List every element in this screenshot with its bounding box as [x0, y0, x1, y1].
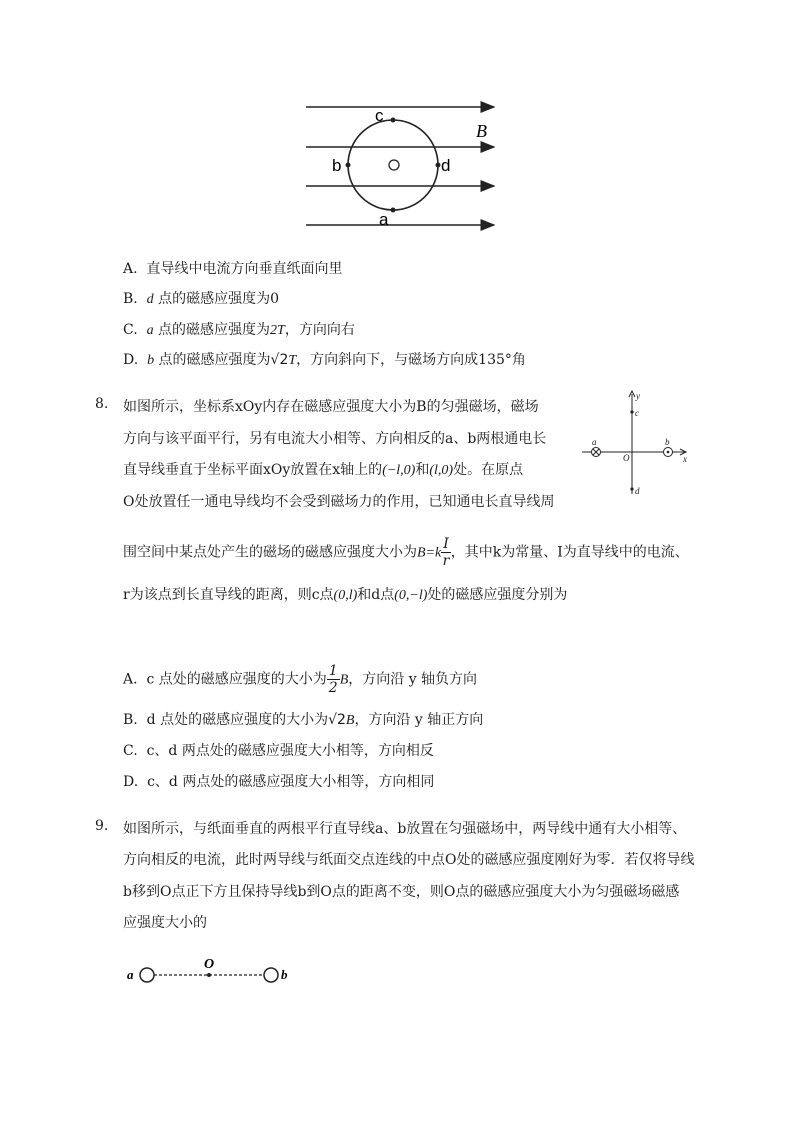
q8-figure — [580, 388, 695, 500]
option-letter: D. — [123, 774, 139, 790]
label-d: d — [441, 156, 451, 175]
wire-b-out-of-page — [664, 448, 673, 457]
point-a — [391, 208, 396, 213]
label-O: O — [623, 453, 630, 463]
option-text: 点的磁感应强度为 — [158, 322, 271, 338]
coordinate: (l,0) — [429, 463, 454, 478]
option-letter: B. — [123, 712, 138, 728]
option-text: c、d 两点处的磁感应强度大小相等，方向相同 — [147, 774, 435, 790]
option-letter: B. — [123, 291, 138, 307]
field-circle — [348, 120, 438, 210]
q7-option-a[interactable] — [123, 258, 342, 278]
unit: T — [288, 353, 297, 368]
point-var: a — [146, 323, 154, 338]
q9-line: 如图所示，与纸面垂直的两根平行直导线a、b放置在匀强磁场中，两导线中通有大小相等、 — [123, 821, 687, 837]
q7-option-c[interactable] — [123, 319, 355, 339]
option-letter: A. — [123, 671, 138, 688]
option-letter: D. — [123, 352, 139, 368]
label-b: b — [281, 967, 288, 982]
q8-line: 如图所示，坐标系xOy内存在磁感应强度大小为B的匀强磁场，磁场 — [123, 399, 539, 415]
fraction: $\frac{I}{r}$ — [442, 536, 450, 569]
wire-center — [389, 160, 399, 170]
option-text: ，方向沿 y 轴正方向 — [354, 712, 484, 728]
wire-b — [264, 968, 278, 982]
q8-line: 方向与该平面平行，另有电流大小相等、方向相反的a、b两根通电长 — [123, 431, 547, 447]
option-letter: A. — [123, 261, 138, 277]
option-text: 直导线中电流方向垂直纸面向里 — [146, 261, 343, 277]
q7-option-b[interactable] — [123, 288, 279, 308]
label-b: b — [665, 437, 670, 447]
coordinate: (0,−l) — [394, 588, 428, 603]
q8-option-b[interactable] — [123, 709, 483, 729]
label-a: a — [379, 210, 389, 229]
q8-option-c[interactable] — [123, 740, 434, 760]
point-c — [630, 410, 633, 413]
q9-line: b移到O点正下方且保持导线b到O点的距离不变，则O点的磁感应强度大小为匀强磁场磁感 — [123, 884, 680, 900]
q8-line: 围空间中某点处产生的磁场的磁感应强度大小为B=k $\frac{I}{r}$ ，其中k为常量、I为直导线中的电流、 — [123, 536, 689, 569]
label-y: y — [636, 391, 640, 401]
question-number: 8. — [95, 396, 109, 412]
label-a: a — [592, 437, 597, 447]
q8-option-a[interactable] — [123, 664, 477, 695]
point-O — [207, 973, 211, 977]
option-text: 点的磁感应强度为 — [158, 352, 271, 368]
point-b — [346, 163, 351, 168]
unit: B — [345, 713, 355, 728]
option-text: c、d 两点处的磁感应强度大小相等，方向相反 — [146, 743, 434, 759]
q8-line: O处放置任一通电导线均不会受到磁场力的作用，已知通电长直导线周 — [123, 494, 555, 510]
q8-line: 直导线垂直于坐标平面xOy放置在x轴上的(−l,0)和(l,0)处。在原点 — [123, 462, 524, 478]
option-text: ，方向斜向下，与磁场方向成 — [296, 352, 479, 368]
label-a: a — [127, 967, 134, 982]
unit: B — [339, 672, 349, 688]
fraction: $\frac{1}{2}$ — [328, 663, 338, 696]
point-var: b — [147, 353, 155, 368]
option-text: 点的磁感应强度为0 — [158, 291, 280, 307]
q7-figure — [298, 95, 508, 235]
question-number: 9. — [95, 818, 109, 834]
angle-value: 135° — [478, 352, 512, 368]
q9-line: 应强度大小的 — [123, 915, 207, 931]
option-letter: C. — [123, 322, 138, 338]
point-var: d — [146, 292, 154, 307]
point-d — [436, 163, 441, 168]
option-text: 角 — [511, 352, 526, 368]
point-c — [391, 118, 396, 123]
option-letter: C. — [123, 743, 138, 759]
formula: B=k — [417, 545, 442, 561]
label-x: x — [683, 454, 687, 464]
label-c: c — [375, 106, 384, 125]
option-text: ，方向沿 y 轴负方向 — [348, 671, 478, 688]
q9-figure — [125, 955, 295, 989]
sqrt-value: √2 — [328, 712, 346, 728]
label-B: B — [476, 121, 487, 141]
sqrt-value: √2 — [270, 352, 289, 368]
label-d: d — [635, 486, 640, 496]
coordinate: (0,l) — [333, 588, 358, 603]
option-text: ，方向向右 — [284, 322, 355, 338]
label-b: b — [332, 156, 342, 175]
q9-line: 方向相反的电流，此时两导线与纸面交点连线的中点O处的磁感应强度刚好为零．若仅将导线 — [123, 852, 695, 868]
q8-line: r为该点到长直导线的距离，则c点(0,l)和d点(0,−l)处的磁感应强度分别为 — [123, 587, 568, 603]
option-text: c 点处的磁感应强度的大小为 — [146, 671, 327, 688]
wire-a-into-page — [592, 448, 601, 457]
label-O: O — [204, 957, 215, 972]
label-c: c — [635, 408, 639, 418]
coordinate: (−l,0) — [382, 463, 416, 478]
point-d — [630, 487, 633, 490]
q8-option-d[interactable] — [123, 771, 434, 791]
option-text: d 点处的磁感应强度的大小为 — [146, 712, 329, 728]
q7-option-d[interactable] — [123, 349, 526, 369]
wire-a — [140, 968, 154, 982]
option-value: 2T — [270, 323, 285, 338]
